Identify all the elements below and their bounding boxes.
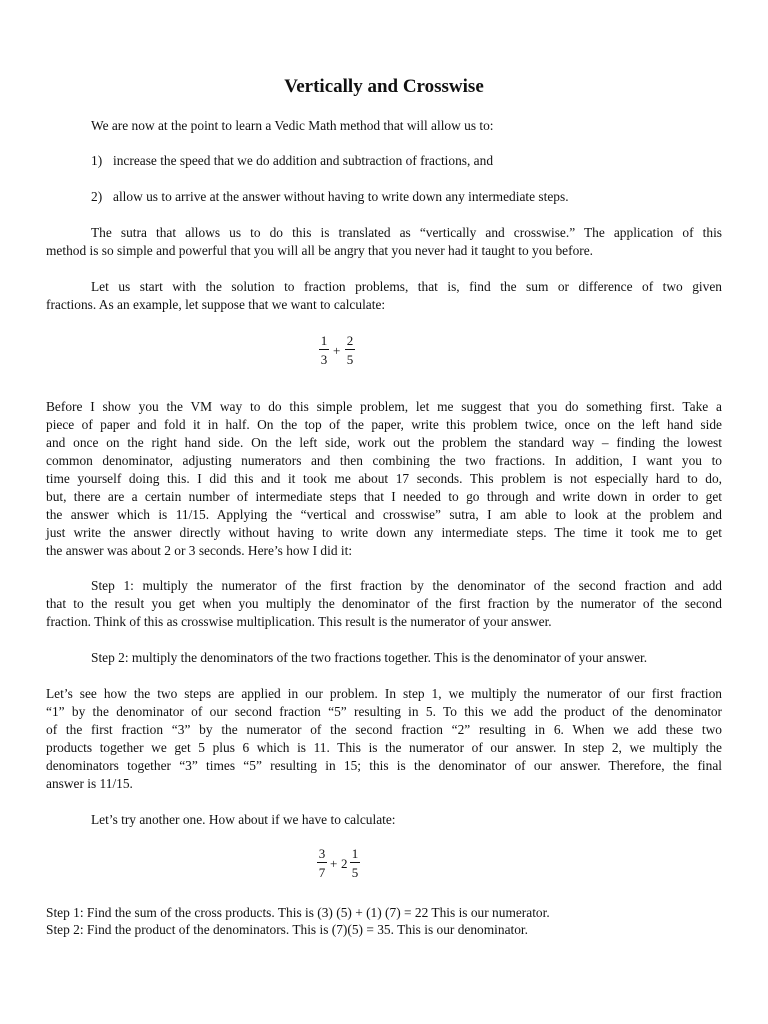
applied-paragraph-line: Let’s see how the two steps are applied in our problem. In step 1, we multiply the numerator of our first fraction [46,686,722,701]
applied-paragraph-line: answer is 11/15. [46,776,133,791]
before-paragraph-line: piece of paper and fold it in half. On the top of the paper, write this problem twice, once on the left hand side [46,417,722,432]
fraction [316,846,328,880]
sutra-paragraph-line: method is so simple and powerful that you will all be angry that you never had it taught to you before. [46,243,594,258]
list-item [91,152,493,170]
another-paragraph: Let’s try another one. How about if we have to calculate: [91,812,396,827]
step1-paragraph-line: that to the result you get when you multiply the denominator of the first fraction by the numerator of the second [46,596,722,611]
fraction [349,846,361,880]
before-paragraph-line: Before I show you the VM way to do this simple problem, let me suggest that you do something first. Take a [46,399,722,414]
final-step-line: Step 2: Find the product of the denominators. This is (7)(5) = 35. This is our denominator. [46,922,529,937]
fraction-equation-2 [316,846,376,886]
list-item-text: increase the speed that we do addition and subtraction of fractions, and [113,153,494,168]
step1-paragraph-line: Step 1: multiply the numerator of the first fraction by the denominator of the second fraction and add [91,578,722,593]
fraction-numerator: 3 [318,846,326,861]
fraction-bar [345,349,355,350]
whole-number: 2 [341,856,348,871]
list-item-text: allow us to arrive at the answer without having to write down any intermediate steps. [113,189,569,204]
fraction-numerator: 1 [351,846,359,861]
fraction-equation-1 [318,333,368,373]
applied-paragraph-line: “1” by the denominator of our second fraction “5” resulting in 5. To this we add the product of the denominator [46,704,722,719]
before-paragraph-line: just write the answer directly without having to write down any intermediate steps. The time it took me to get [46,525,722,540]
fraction-denominator: 3 [320,352,328,367]
step1-paragraph-line: fraction. Think of this as crosswise multiplication. This result is the numerator of your answer. [46,614,552,629]
fraction-bar [350,862,360,863]
applied-paragraph-line: products together we get 5 plus 6 which is 11. This is the numerator of our answer. In step 2, we multiply the [46,740,722,755]
sutra-paragraph-line: The sutra that allows us to do this is translated as “vertically and crosswise.” The application of this [91,225,722,240]
before-paragraph-line: the answer was about 2 or 3 seconds. Here’s how I did it: [46,543,353,558]
plus-operator: + [333,343,341,358]
fraction [344,333,356,367]
plus-operator: + [330,856,338,871]
applied-paragraph-line: of the first fraction “3” by the numerator of the second fraction “2” resulting in 6. When we add these two [46,722,722,737]
before-paragraph-line: time yourself doing this. I did this and it took me about 17 seconds. This problem is not especially hard to do, [46,471,722,486]
fraction-denominator: 5 [351,865,359,880]
list-item-number: 2) [91,189,103,204]
page-title: Vertically and Crosswise [284,76,484,97]
before-paragraph-line: the answer which is 11/15. Applying the “vertical and crosswise” sutra, I am able to look at the problem and [46,507,722,522]
step2-paragraph: Step 2: multiply the denominators of the two fractions together. This is the denominator of your answer. [91,650,648,665]
fraction [318,333,330,367]
fraction-denominator: 7 [318,865,326,880]
before-paragraph-line: but, there are a certain number of intermediate steps that I needed to go through and write down in order to get [46,489,722,504]
fraction-numerator: 2 [346,333,354,348]
intro-paragraph: We are now at the point to learn a Vedic Math method that will allow us to: [91,118,494,133]
fraction-bar [317,862,327,863]
start-paragraph-line: fractions. As an example, let suppose that we want to calculate: [46,297,386,312]
list-item-number: 1) [91,153,103,168]
applied-paragraph-line: denominators together “3” times “5” resulting in 15; this is the denominator of our answer. Therefore, the final [46,758,722,773]
start-paragraph-line: Let us start with the solution to fraction problems, that is, find the sum or difference of two given [91,279,722,294]
fraction-denominator: 5 [346,352,354,367]
fraction-bar [319,349,329,350]
before-paragraph-line: and once on the right hand side. On the left side, work out the problem the standard way – finding the lowest [46,435,722,450]
before-paragraph-line: common denominator, adjusting numerators and then combining the two fractions. In addition, I want you to [46,453,722,468]
fraction-numerator: 1 [320,333,328,348]
final-step-line: Step 1: Find the sum of the cross products. This is (3) (5) + (1) (7) = 22 This is our numerator. [46,905,550,920]
list-item [91,188,569,206]
